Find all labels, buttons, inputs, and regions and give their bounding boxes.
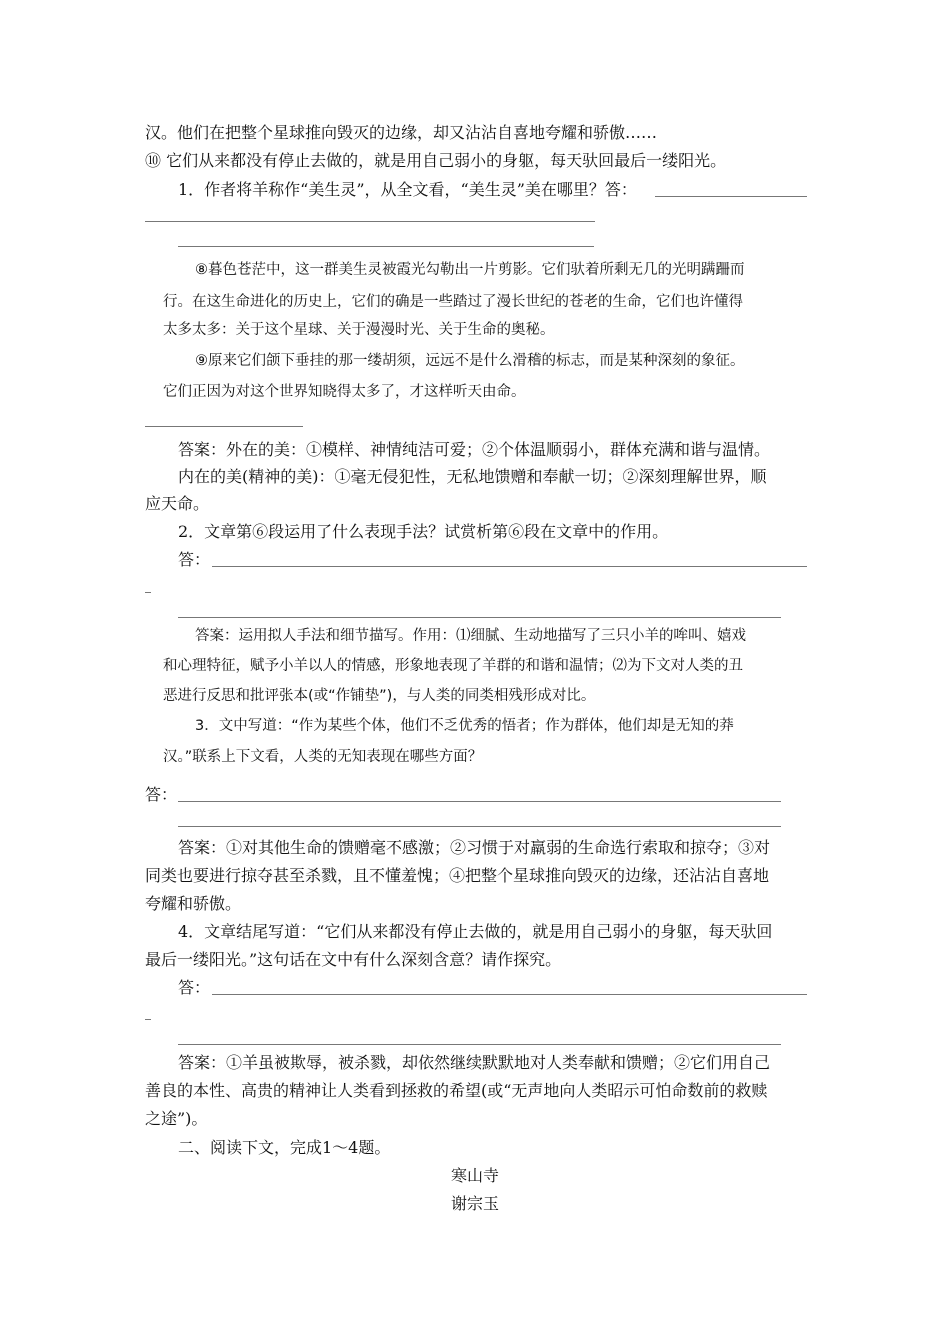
- scanned-passage-line: ⑨原来它们颌下垂挂的那一缕胡须，远远不是什么滑稽的标志，而是某种深刻的象征。: [195, 353, 745, 369]
- answer-3: 夸耀和骄傲。: [145, 894, 242, 913]
- answer-blank-line: [212, 994, 807, 995]
- answer-3: 同类也要进行掠夺甚至杀戮，且不懂羞愧；④把整个星球推向毁灭的边缘，还沾沾自喜地: [145, 866, 770, 885]
- answer-blank-line: [145, 1019, 151, 1020]
- answer-blank-line: [145, 221, 595, 222]
- answer-3: 答案：①对其他生命的馈赠毫不感激；②习惯于对羸弱的生命选行索取和掠夺；③对: [178, 838, 771, 857]
- answer-prompt: 答：: [145, 785, 178, 804]
- question-2: 2．文章第⑥段运用了什么表现手法？试赏析第⑥段在文章中的作用。: [178, 522, 669, 541]
- article-author: 谢宗玉: [450, 1194, 499, 1213]
- answer-2: 和心理特征，赋予小羊以人的情感，形象地表现了羊群的和谐和温情；⑵为下文对人类的丑: [163, 658, 743, 674]
- question-4: 最后一缕阳光。”这句话在文中有什么深刻含意？请作探究。: [145, 950, 562, 969]
- question-4: 4．文章结尾写道：“它们从来都没有停止去做的，就是用自己弱小的身躯，每天驮回: [178, 922, 773, 941]
- scanned-passage-line: 行。在这生命进化的历史上，它们的确是一些踏过了漫长世纪的苍老的生命，它们也许懂得: [163, 294, 743, 310]
- question-3: 3．文中写道：“作为某些个体，他们不乏优秀的悟者；作为群体，他们却是无知的莽: [195, 718, 734, 734]
- answer-blank-line: [178, 1044, 781, 1045]
- answer-blank-line: [178, 826, 781, 827]
- article-title: 寒山寺: [450, 1166, 499, 1185]
- answer-1: 应天命。: [145, 494, 210, 513]
- answer-1: 答案：外在的美：①模样、神情纯洁可爱；②个体温顺弱小，群体充满和谐与温情。: [178, 440, 771, 459]
- answer-blank-line: [212, 566, 807, 567]
- answer-blank-line: [655, 196, 807, 197]
- answer-blank-line: [145, 426, 303, 427]
- answer-blank-line: [178, 801, 781, 802]
- answer-2: 恶进行反思和批评张本(或“作铺垫”)，与人类的同类相残形成对比。: [163, 688, 596, 704]
- scanned-passage-line: ⑧暮色苍茫中，这一群美生灵被霞光勾勒出一片剪影。它们驮着所剩无几的光明蹒跚而: [195, 262, 745, 278]
- answer-prompt: 答：: [178, 978, 211, 997]
- question-3: 汉。”联系上下文看，人类的无知表现在哪些方面？: [163, 749, 483, 765]
- question-1: 1．作者将羊称作“美生灵”，从全文看，“美生灵”美在哪里？答：: [178, 180, 637, 199]
- answer-1: 内在的美(精神的美)：①毫无侵犯性，无私地馈赠和奉献一切；②深刻理解世界，顺: [178, 467, 767, 486]
- answer-blank-line: [178, 617, 781, 618]
- scanned-passage-line: 它们正因为对这个世界知晓得太多了，才这样听天由命。: [163, 384, 526, 400]
- section-heading: 二、阅读下文，完成1～4题。: [178, 1138, 391, 1157]
- answer-4: 之途”)。: [145, 1109, 208, 1128]
- passage-line: 汉。他们在把整个星球推向毁灭的边缘，却又沾沾自喜地夸耀和骄傲……: [145, 123, 658, 142]
- scanned-passage-line: 太多太多：关于这个星球、关于漫漫时光、关于生命的奥秘。: [163, 322, 555, 338]
- passage-line: ⑩ 它们从来都没有停止去做的，就是用自己弱小的身躯，每天驮回最后一缕阳光。: [145, 151, 727, 170]
- answer-blank-line: [145, 592, 151, 593]
- answer-blank-line: [178, 246, 594, 247]
- answer-2: 答案：运用拟人手法和细节描写。作用：⑴细腻、生动地描写了三只小羊的哞叫、嬉戏: [195, 628, 746, 644]
- answer-4: 答案：①羊虽被欺辱，被杀戮，却依然继续默默地对人类奉献和馈赠；②它们用自己: [178, 1053, 771, 1072]
- answer-prompt: 答：: [178, 550, 211, 569]
- answer-4: 善良的本性、高贵的精神让人类看到拯救的希望(或“无声地向人类昭示可怕命数前的救赎: [145, 1081, 768, 1100]
